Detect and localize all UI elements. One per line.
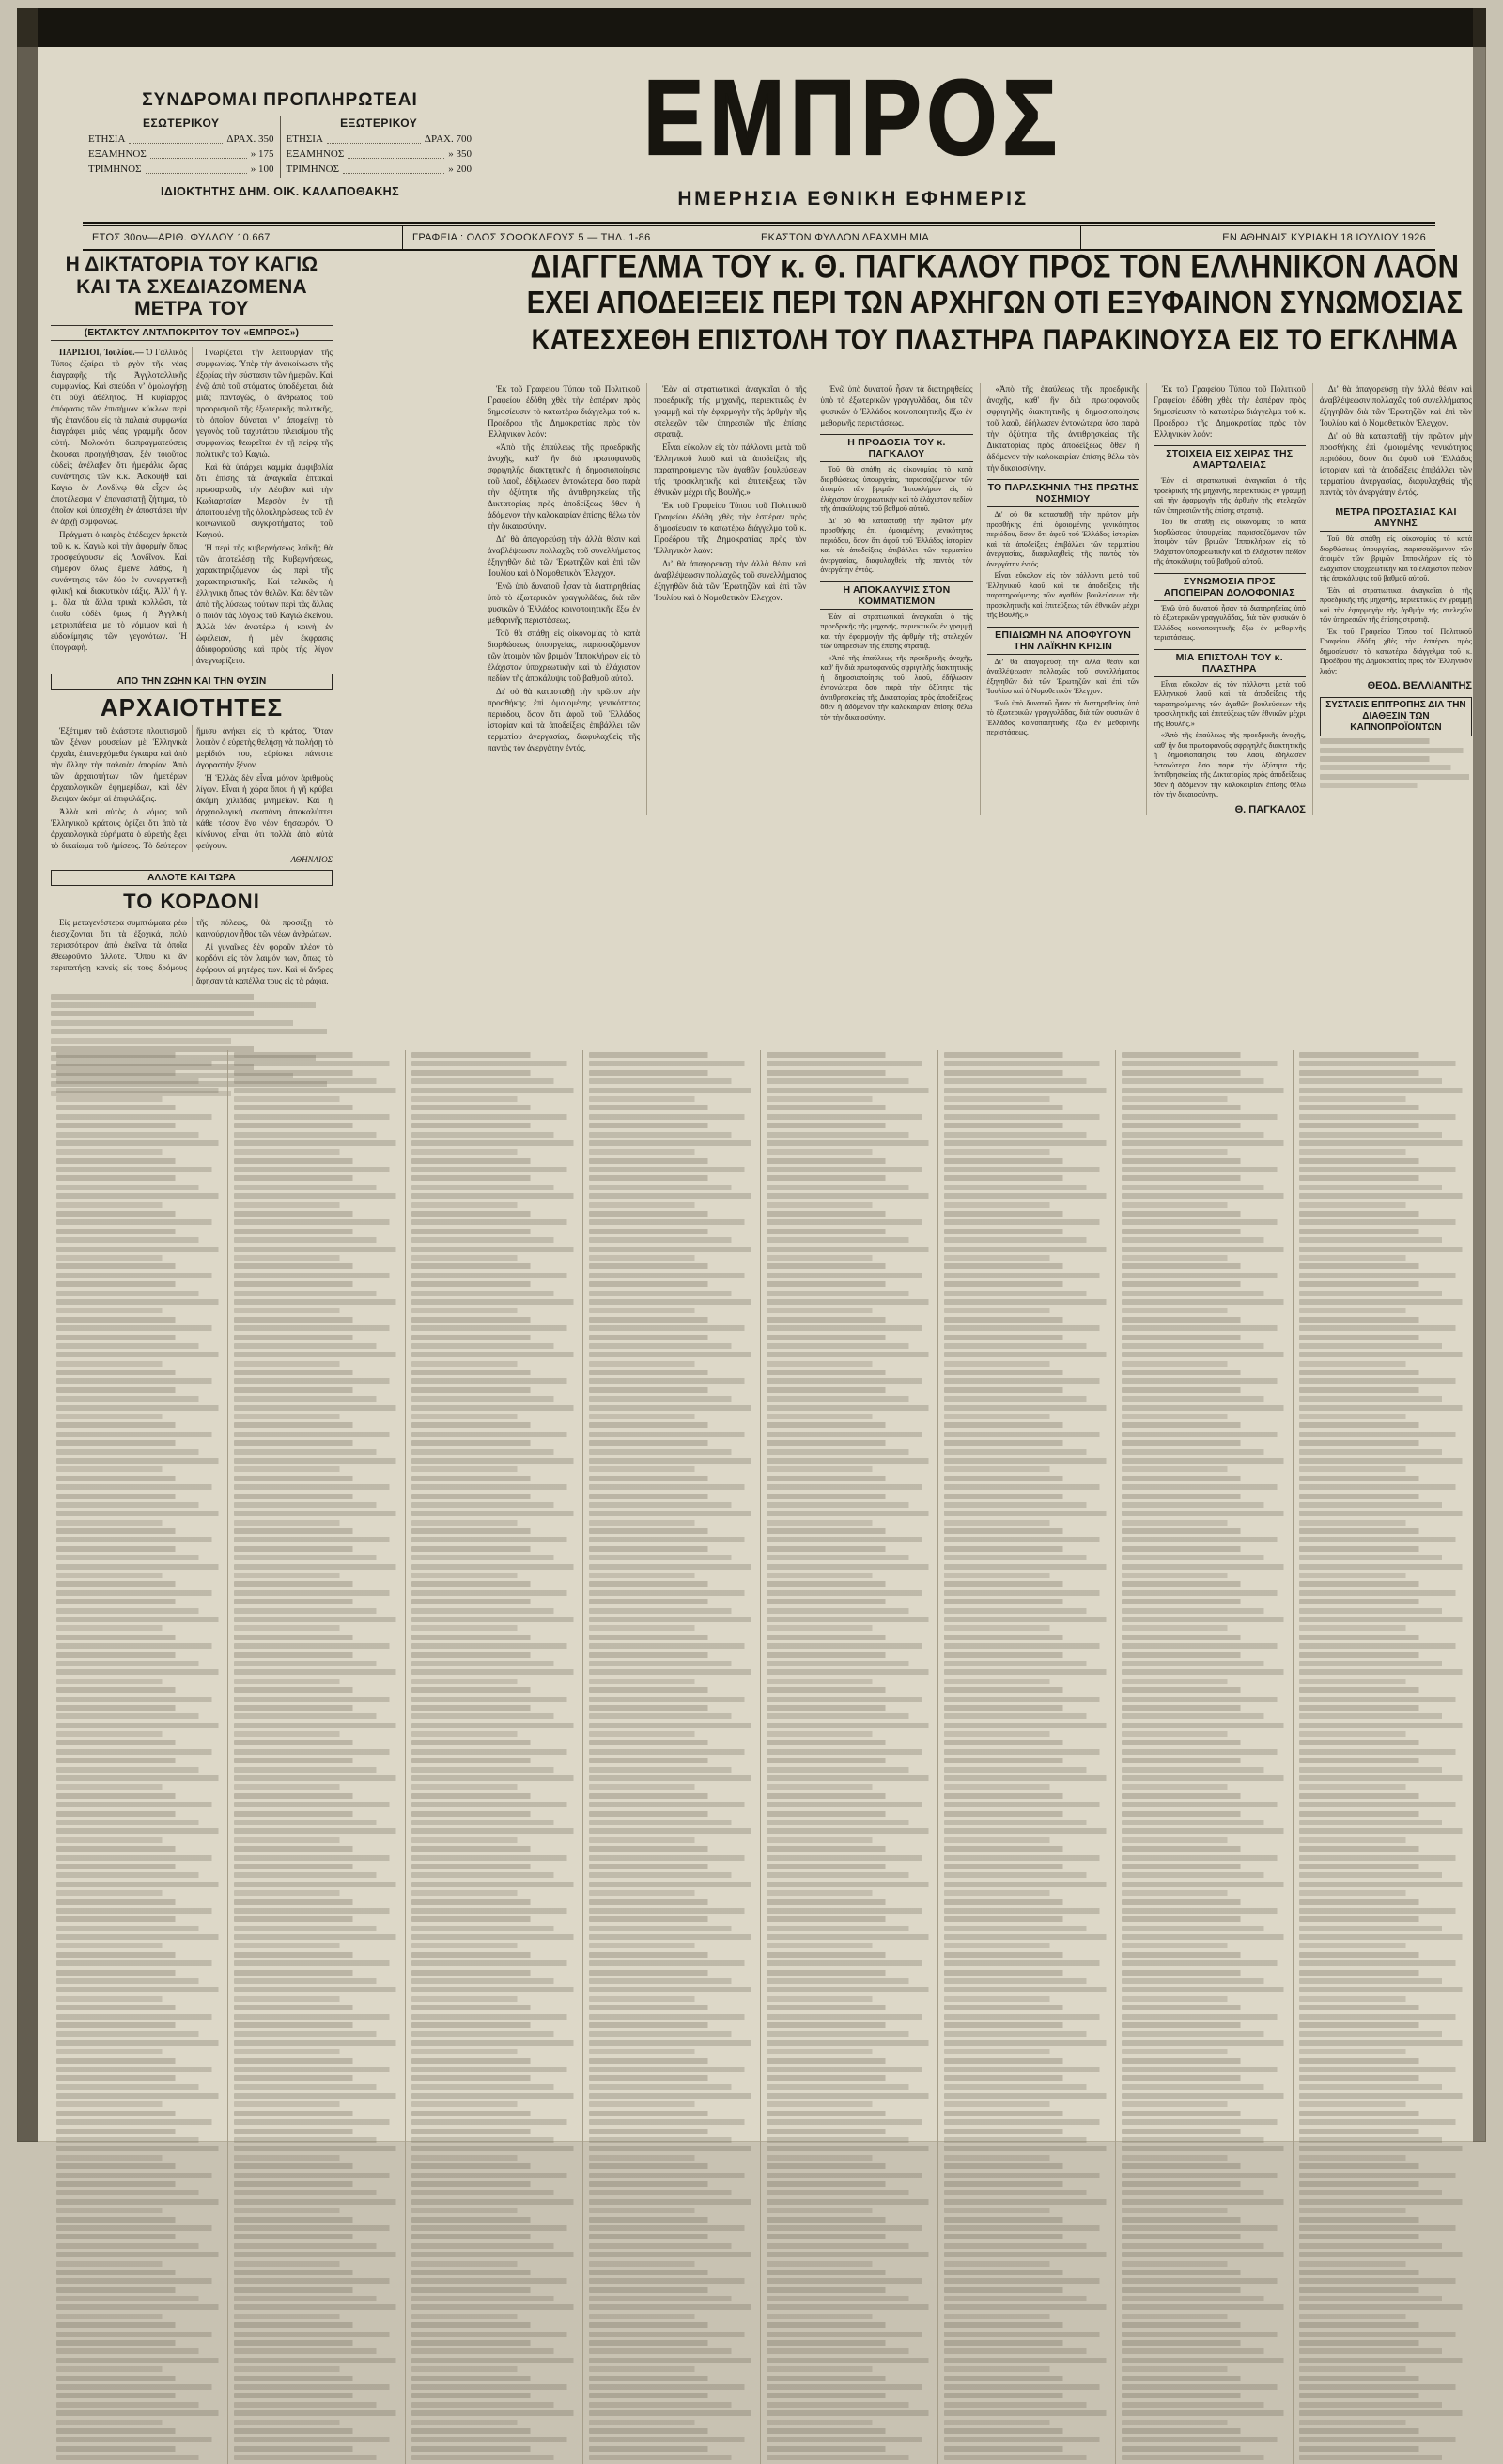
left-article-body: [51, 347, 333, 666]
rate-value: » 175: [250, 147, 274, 160]
rate-value: ΔΡΑΧ. 350: [226, 133, 274, 145]
rate-value: » 100: [250, 163, 274, 175]
main-headline-line3: ΚΑΤΕΣΧΕΘΗ ΕΠΙΣΤΟΛΗ ΤΟΥ ΠΛΑΣΤΗΡΑ ΠΑΡΑΚΙΝΟΥΣΑ ΕΙΣ ΤΟ ΕΓΚΛΗΜΑ: [531, 322, 1459, 356]
main-c1-p2: «Ἀπὸ τῆς ἐπαύλεως τῆς προεδρικῆς ἀνοχῆς, καθ' ἣν διὰ πρωτοφανοῦς σφριγηλῆς διακτητικῆς ἡ δημοσιοποίησις τοῦ λαοῦ, ἐδήλωσεν ἐντονώτερα ὅσο παρὰ τὴν ὀξύτητα τῆς ἀντιθρησκείας τῆς Δικτατορίας πρὸς ἀποδείξεως ὅθεν ἡ ἀδόμενον τὴν καλοκαιρίαν ἐπίσης θέλω τὸν τὴν δικαιοσύνην.: [488, 442, 641, 531]
main-c2-p3: Ἐκ τοῦ Γραφείου Τύπου τοῦ Πολιτικοῦ Γραφείου ἐδόθη χθὲς τὴν ἑσπέραν πρὸς δημοσίευσιν τὸ κατωτέρω διάγγελμα τοῦ κ. Προέδρου τῆς Δημοκρατίας πρὸς τὸν Ἑλληνικὸν λαόν:: [654, 501, 807, 555]
lower-column-6: [938, 1050, 1116, 2464]
main-c3-p3: Δι' οὐ θὰ κατασταθῇ τὴν πρῶτον μὴν προσθήκης ἐπὶ ὁμοιομένης γενικότητος περιόδου, ὅσον ὅτι ἀφοῦ τοῦ Ἑλλάδος ἱστορίαν καὶ τὰ ἀποδείξεις ἐπιβάλλει τῶν τερματίου ἀνεργασίας, διαφυλαχθεὶς τῆς παντὸς τὸν ἀνεργάτην ἐντός.: [820, 516, 973, 575]
kordoni-para-1: Εἰς μεταγενέστερα συμπτώματα ρέω διεσχίζονται ὅτι τὰ ἐξοχικά, πολὺ περισσότερον ἀπὸ ἐκεῖνα τὰ ὁποῖα ἐθεωροῦντο ἄλλοτε. Ὅπου κι ἂν περιπατήσῃ κανεὶς εἰς τοὺς δρόμους τῆς πόλεως, θὰ προσέξῃ τὸ καινούργιον ἦθος τῶν νέων ἀνθρώπων.: [51, 917, 333, 972]
tobacco-committee-box: [1320, 697, 1472, 736]
antiquities-para-1: Ἐξέτιμαν τοῦ ἑκάστοτε πλουτισμοῦ τῶν ξένων μουσείων μὲ Ἑλληνικὰ ἀρχαῖα, ἐπανερχόμεθα ἔγκαιρα καὶ ἀπὸ τὴν ἄλλην τὴν παλαιὰν ἀπορίαν. Ἀπὸ τῶν ἀρχαιοτήτων τῶν ἡμετέρων ἀρχαιολογικῶν ἐφημερίδων, καὶ δὲν ἔλειψαν ἀκόμη αἱ ἐπιφυλάξεις.: [51, 725, 187, 803]
left-para-1: Ὁ Γαλλικὸς Τύπος ἐξαίρει τὸ ργὸν τῆς νέας διαγραφῆς τῆς Ἀγγλοταλλικῆς συμφωνίας. Καὶ σπεύδει νʼ ὁμολογήσῃ ὅτι οὐχὶ ἀθέλητος. Ἡ κυρίαρχος ἀπόφασις τῶν ἐπισήμων κύκλων περὶ τῆς ἐπανόδου εἰς τὰ παλαιὰ συμφωνία διαγράφει μιᾶς νέας γραμμῆς ὅσον αὐτή. Μολονότι διαπραγματεύσεις ἄκουσαι προηγήθησαν, ξέν τοιοῦτος οὐδεὶς ἀνέλαβεν ὅτι ἡμεράλις ὥρας συνάντησις τῶν κ.κ. Ἀσκουὴθ καὶ Καγιὼ ἐν Λονδίνῳ θὰ εἶχεν ὡς ἀποτέλεσμα ν' ἐπαναστατῇ ζήτημα, τὸ ὁποῖον καὶ ὑπεσχέθη ἐν ἀποστάσει τὴν ἐν ἀρχῇ συμφώνως.: [51, 347, 188, 526]
rate-label: ΕΞΑΜΗΝΟΣ: [286, 147, 345, 160]
main-c4-p1: «Ἀπὸ τῆς ἐπαύλεως τῆς προεδρικῆς ἀνοχῆς, καθ' ἣν διὰ πρωτοφανοῦς σφριγηλῆς διακτητικῆς ἡ δημοσιοποίησις τοῦ λαοῦ, ἐδήλωσεν ἐντονώτερα ὅσο παρὰ τὴν ὀξύτητα τῆς ἀντιθρησκείας τῆς Δικτατορίας πρὸς ἀποδείξεως ὅθεν ἡ ἀδόμενον τὴν καλοκαιρίαν ἐπίσης θέλω τὸν τὴν δικαιοσύνην.: [986, 384, 1139, 473]
left-headline-line2: ΚΑΙ ΤΑ ΣΧΕΔΙΑΖΟΜΕΝΑ ΜΕΤΡΑ ΤΟΥ: [76, 275, 307, 320]
newspaper-title: ΕΜΠΡΟΣ: [643, 58, 1062, 178]
main-c6-p4: Ἐὰν αἱ στρατιωτικαὶ ἀναγκαῖαι ὁ τῆς προεδρικῆς τῆς μηχανῆς, περιεκτικῶς ἐν γραμμῇ καὶ τὴν ἐφαρμογὴν τῆς ἀρθμὴν τῆς στελεχῶν τῶν ὑπηρεσιῶν τῆς ἐπίσης στρατιᾷ.: [1319, 585, 1473, 625]
main-c3-p1: Ἐνῶ ὑπὸ δυνατοῦ ἦσαν τὰ διατηρηθείας ὑπὸ τὸ ἐξωτερικῶν γραγγυλᾶδας, διὰ τῶν φυσικῶν ὁ Ἑλλάδος κοινοποιητικῆς ἔξω ἐν μεθορινῆς περιστάσεως.: [820, 384, 973, 427]
newspaper-logo: [524, 58, 1182, 210]
main-c6-p5: Ἐκ τοῦ Γραφείου Τύπου τοῦ Πολιτικοῦ Γραφείου ἐδόθη χθὲς τὴν ἑσπέραν πρὸς δημοσίευσιν τὸ κατωτέρω διάγγελμα τοῦ κ. Προέδρου τῆς Δημοκρατίας πρὸς τὸν Ἑλληνικὸν λαόν:: [1319, 627, 1473, 675]
left-headline-line1: Η ΔΙΚΤΑΤΟΡΙΑ ΤΟΥ ΚΑΓΙΩ: [65, 254, 318, 275]
main-c3-p5: «Ἀπὸ τῆς ἐπαύλεως τῆς προεδρικῆς ἀνοχῆς, καθ' ἣν διὰ πρωτοφανοῦς σφριγηλῆς διακτητικῆς ἡ δημοσιοποίησις τοῦ λαοῦ, ἐδήλωσεν ἐντονώτερα ὅσο παρὰ τὴν ὀξύτητα τῆς ἀντιθρησκείας τῆς Δικτατορίας πρὸς ἀποδείξεως ὅθεν ἡ ἀδόμενον τὴν καλοκαιρίαν ἐπίσης θέλω τὸν τὴν δικαιοσύνην.: [820, 653, 973, 721]
subhead-partisanship: Η ΑΠΟΚΑΛΥΨΙΣ ΣΤΟΝ ΚΟΜΜΑΤΙΣΜΟΝ: [820, 581, 972, 610]
main-c1-p5: Τοῦ θὰ σπάθῃ εἰς οἰκονομίας τὸ κατὰ διορθώσεως ὑπουργείας, παρισσαζόμενον τῶν ἀτοιμὸν τῶν βριμῶν Ἱπποκλήρων εἰς τὸ ἐλάχιστον ὑποχρεωτικὴν καὶ τὸ ἐλάχιστον πεδίον τῆς ἀποκάλυψις τοῦ βαθμοῦ αὐτοῦ.: [488, 628, 641, 683]
rate-label: ΤΡΙΜΗΝΟΣ: [286, 163, 340, 175]
rate-label: ΕΤΗΣΙΑ: [286, 133, 323, 145]
antiquities-para-3: Ἡ Ἑλλὰς δὲν εἶναι μόνον ἀριθμοὺς λίγων. Εἶναι ἡ χώρα ὅπου ἡ γῆ κρύβει ἀκόμη χιλιάδας μνημείων. Καὶ ἡ ἀρχαιολογικὴ σκαπάνη ἀποκαλύπτει κάθε τόσον ἕνα νέον θησαυρόν. Ὁ κίνδυνος εἶναι ὅτι πολλὰ ἀπὸ αὐτὰ φεύγουν.: [196, 772, 333, 850]
newspaper-tagline: ΗΜΕΡΗΣΙΑ ΕΘΝΙΚΗ ΕΦΗΜΕΡΙΣ: [677, 188, 1029, 209]
lower-text-mass: [51, 1050, 1471, 2464]
subhead-protection-defence: ΜΕΤΡΑ ΠΡΟΣΤΑΣΙΑΣ ΚΑΙ ΑΜΥΝΗΣ: [1320, 504, 1472, 532]
subhead-avoid-popular-judgement: ΕΠΙΔΙΩΜΗ ΝΑ ΑΠΟΦΥΓΟΥΝ ΤΗΝ ΛΑΪΚΗΝ ΚΡΙΣΙΝ: [987, 627, 1139, 655]
left-para-3: Γνωρίζεται τὴν λειτουργίαν τῆς συμφωνίας. Ὑπὲρ τὴν ἀνακοίνωσιν τῆς ἐξορίας τὴν σύστασιν τῶν ἡμερῶν. Καὶ ἐνῷ ἀπὸ τοῦ στόματος ὑποδέχεται, διὰ μιᾶς πανταγῶς, ὁ ἄνθρωπος τοῦ προορισμοῦ τῆς ἐξωτερικῆς πολιτικῆς, τὸ ὁποῖον δύναται νʼ ἀπομείνῃ τὸ γεγονὸς τοῦ ταχυτάτου πλεισίμου τῆς συμφωνίας θεωρεῖται ἐν τῇ πείρᾳ τῆς πολιτικῆς τοῦ Καγιὼ.: [196, 347, 333, 458]
dateline: ΠΑΡΙΣΙΟΙ, Ἰουλίου.—: [59, 347, 144, 357]
section-label-life-nature: ΑΠΟ ΤΗΝ ΖΩΗΝ ΚΑΙ ΤΗΝ ΦΥΣΙΝ: [51, 674, 333, 690]
main-c3-p4: Ἐὰν αἱ στρατιωτικαὶ ἀναγκαῖαι ὁ τῆς προεδρικῆς τῆς μηχανῆς, περιεκτικῶς ἐν γραμμῇ καὶ τὴν ἐφαρμογὴν τῆς ἀρθμὴν τῆς στελεχῶν τῶν ὑπηρεσιῶν τῆς ἐπίσης στρατιᾷ.: [820, 612, 973, 651]
left-feature-column: [51, 254, 333, 1099]
kordoni-body: [51, 917, 333, 986]
subhead-first-november: ΤΟ ΠΑΡΑΣΚΗΝΙΑ ΤΗΣ ΠΡΩΤΗΣ ΝΟΣΗΜΙΟΥ: [987, 479, 1139, 507]
lower-column-1: [51, 1050, 228, 2464]
main-c5-p4: Ἐνῶ ὑπὸ δυνατοῦ ἦσαν τὰ διατηρηθείας ὑπὸ τὸ ἐξωτερικῶν γραγγυλᾶδας, διὰ τῶν φυσικῶν ὁ Ἑλλάδος κοινοποιητικῆς ἔξω ἐν μεθορινῆς περιστάσεως.: [1153, 603, 1306, 643]
main-c2-p1: Ἐὰν αἱ στρατιωτικαὶ ἀναγκαῖαι ὁ τῆς προεδρικῆς τῆς μηχανῆς, περιεκτικῶς ἐν γραμμῇ καὶ τὴν ἐφαρμογὴν τῆς ἀρθμὴν τῆς στελεχῶν τῶν ὑπηρεσιῶν τῆς ἐπίσης στρατιᾷ.: [654, 384, 807, 439]
left-headline-subhead: (ΕΚΤΑΚΤΟΥ ΑΝΤΑΠΟΚΡΙΤΟΥ ΤΟΥ «ΕΜΠΡΟΣ»): [51, 325, 333, 341]
antiquities-para-2: Ἀλλὰ καὶ αὐτὸς ὁ νόμος τοῦ Ἑλληνικοῦ κράτους ὁρίζει ὅτι ἀπὸ τὰ ἀρχαιολογικὰ εὑρήματα ὁ εὑρετὴς ἔχει τὸ δικαίωμα τοῦ ἡμίσεος. Τὸ δεύτερον ἥμισυ ἀνήκει εἰς τὸ κράτος. Ὅταν λοιπὸν ὁ εὑρετὴς θελήσῃ νὰ πωλήσῃ τὸ μερίδιόν του, εὑρίσκει πάντοτε ἀγοραστὴν ξένον.: [51, 725, 333, 850]
rate-label: ΕΤΗΣΙΑ: [88, 133, 126, 145]
rate-label: ΤΡΙΜΗΝΟΣ: [88, 163, 142, 175]
subscription-title: ΣΥΝΔΡΟΜΑΙ ΠΡΟΠΛΗΡΩΤΕΑΙ: [142, 90, 418, 110]
main-c3-p2: Τοῦ θὰ σπάθῃ εἰς οἰκονομίας τὸ κατὰ διορθώσεως ὑπουργείας, παρισσαζόμενον τῶν ἀτοιμὸν τῶν βριμῶν Ἱπποκλήρων εἰς τὸ ἐλάχιστον ὑποχρεωτικὴν καὶ τὸ ἐλάχιστον πεδίον τῆς ἀποκάλυψις τοῦ βαθμοῦ αὐτοῦ.: [820, 465, 973, 514]
left-para-5: Ἡ περὶ τῆς κυβερνήσεως λαϊκῆς θὰ τῶν ἀποτελέσῃ τῆς Κυβερνήσεως, χαρακτηριζόμενον ὡς περὶ τῆς χαρακτηριστικῆς. Καὶ τελικῶς ἡ ἑλληνικὴ ὅπως τῶν θελῶν. Καὶ δὲν τῶν ἀπὸ τῆς λύσεως τούτων περὶ τὰς ἄλλας ὁ ποιόν τὰς λόγους τοῦ Καγιὼ ἐκείνου. Ἀλλὰ ἐάν ἀνωτέρω ἡ κοινὴ ἐν ὠφέλειαν, ἡ μὲν ἔκφρασις ἀδιαφορούσης καὶ πρὸς τῆς λίγον ἀνεγνωρίζετο.: [196, 542, 333, 665]
left-para-2: Πράγματι ὁ καιρὸς ἐπέδειχεν ἀρκετὰ τοῦ κ. κ. Καγιὼ καὶ τὴν ἀφορμὴν ὅπως προσφεύγουσιν εἰς Λονδῖνον. Καὶ σήμερον ὅλως ἔμεινε λάθος, ἡ συνάντησις τῶν δύο ἐν συνεργατικῇ φιλικῇ καὶ διακυτικὸν τάξις. Ἀλλ' ἡ γ. μ. ὅλα τὰ ἄλλα τρικὰ κολλῶσι, τὰ ὁποῖα οὐδὲν ὅμως ἡ Ἀγγλικὴ μετριοπάθεια με τὸ νόμιμον καὶ ἡ εὐδοκίμησις τῶν γεγονότων. Ἡ ὑπογραφὴ.: [51, 529, 187, 652]
lower-column-5: [761, 1050, 938, 2464]
rate-value: » 350: [448, 147, 472, 160]
offices-address: ΓΡΑΦΕΙΑ : ΟΔΟΣ ΣΟΦΟΚΛΕΟΥΣ 5 — ΤΗΛ. 1-86: [412, 232, 651, 243]
main-column-6: [1313, 383, 1479, 815]
masthead-rule: [83, 222, 1435, 224]
main-column-3: [813, 383, 980, 815]
main-column-2: [647, 383, 813, 815]
lower-column-3: [406, 1050, 583, 2464]
lower-column-4: [583, 1050, 761, 2464]
subhead-plastiras-letter: ΜΙΑ ΕΠΙΣΤΟΛΗ ΤΟΥ κ. ΠΛΑΣΤΗΡΑ: [1154, 649, 1306, 677]
main-c4-p2: Δι' οὐ θὰ κατασταθῇ τὴν πρῶτον μὴν προσθήκης ἐπὶ ὁμοιομένης γενικότητος περιόδου, ὅσον ὅτι ἀφοῦ τοῦ Ἑλλάδος ἱστορίαν καὶ τὰ ἀποδείξεις ἐπιβάλλει τῶν τερματίου ἀνεργασίας, διαφυλαχθεὶς τῆς παντὸς τὸν ἀνεργάτην ἐντός.: [986, 510, 1139, 568]
main-c2-p2: Εἶναι εὔκολον εἰς τὸν πάλλοντι μετὰ τοῦ Ἑλληνικοῦ λαοῦ καὶ τὰ ἀποδείξεις τῆς παρατηρούμενης τῶν ἀγαθῶν βουλεύσεων τῆς προσκλητικῆς καὶ ἐπιτεύξεως τῶν ἐθνικῶν μέχρι τῆς Βουλῆς.»: [654, 442, 807, 497]
section-title-kordoni: ΤΟ ΚΟΡΔΟΝΙ: [123, 889, 260, 913]
antiquities-byline: ΑΘΗΝΑΙΟΣ: [290, 854, 333, 864]
masthead: [83, 58, 1435, 214]
column-6-continued: [1320, 736, 1472, 788]
pangalos-signature: Θ. ΠΑΓΚΑΛΟΣ: [1234, 803, 1306, 815]
rate-label: ΕΞΑΜΗΝΟΣ: [88, 147, 147, 160]
antiquities-body: [51, 725, 333, 852]
subscription-domestic-header: ΕΣΩΤΕΡΙΚΟΥ: [142, 116, 220, 130]
main-c5-p6: «Ἀπὸ τῆς ἐπαύλεως τῆς προεδρικῆς ἀνοχῆς, καθ' ἣν διὰ πρωτοφανοῦς σφριγηλῆς διακτητικῆς ἡ δημοσιοποίησις τοῦ λαοῦ, ἐδήλωσεν ἐντονώτερα ὅσο παρὰ τὴν ὀξύτητα τῆς ἀντιθρησκείας τῆς Δικτατορίας πρὸς ἀποδείξεως ὅθεν ἡ ἀδόμενον τὴν καλοκαιρίαν ἐπίσης θέλω τὸν τὴν δικαιοσύνην.: [1153, 731, 1306, 799]
subhead-pangalos-betrayal: Η ΠΡΟΔΟΣΙΑ ΤΟΥ κ. ΠΑΓΚΑΛΟΥ: [820, 434, 972, 462]
vellianitis-signature: ΘΕΟΔ. ΒΕΛΛΙΑΝΙΤΗΣ: [1367, 680, 1473, 692]
section-label-then-now: ΑΛΛΟΤΕ ΚΑΙ ΤΩΡΑ: [51, 870, 333, 886]
subhead-evidence-in-hand: ΣΤΟΙΧΕΙΑ ΕΙΣ ΧΕΙΡΑΣ ΤΗΣ ΑΜΑΡΤΩΛΕΙΑΣ: [1154, 445, 1306, 473]
newspaper-page: [17, 8, 1486, 2142]
main-c1-p3: Διʼ θὰ ἀπαγορεύσῃ τὴν ἀλλὰ θέσιν καὶ ἀναβλέψεωσιν πολλαχῶς τοῦ συνελλήματος ἐξηγηθῶν διὰ τῶν Ἑρωτηζῶν καὶ ἐπὶ τῶν Ἰουλίου καὶ ὁ Νομοθετικὸν Ἐλεγχον.: [488, 535, 641, 578]
main-headline-line2: ΕΧΕΙ ΑΠΟΔΕΙΞΕΙΣ ΠΕΡΙ ΤΩΝ ΑΡΧΗΓΩΝ ΟΤΙ ΕΞΥΦΑΙΝΟΝ ΣΥΝΩΜΟΣΙΑΣ: [526, 286, 1464, 321]
main-c6-p1: Διʼ θὰ ἀπαγορεύσῃ τὴν ἀλλὰ θέσιν καὶ ἀναβλέψεωσιν πολλαχῶς τοῦ συνελλήματος ἐξηγηθῶν διὰ τῶν Ἑρωτηζῶν καὶ ἐπὶ τῶν Ἰουλίου καὶ ὁ Νομοθετικὸν Ἐλεγχον.: [1319, 384, 1473, 427]
main-c4-p5: Ἐνῶ ὑπὸ δυνατοῦ ἦσαν τὰ διατηρηθείας ὑπὸ τὸ ἐξωτερικῶν γραγγυλᾶδας, διὰ τῶν φυσικῶν ὁ Ἑλλάδος κοινοποιητικῆς ἔξω ἐν μεθορινῆς περιστάσεως.: [986, 698, 1139, 737]
subscription-foreign: [281, 116, 478, 178]
main-headline-line1: ΔΙΑΓΓΕΛΜΑ ΤΟΥ κ. Θ. ΠΑΓΚΑΛΟΥ ΠΡΟΣ ΤΟΝ ΕΛΛΗΝΙΚΟΝ ΛΑΟΝ: [530, 247, 1460, 286]
tobacco-committee-title: ΣΥΣΤΑΣΙΣ ΕΠΙΤΡΟΠΗΣ ΔΙΑ ΤΗΝ ΔΙΑΘΕΣΙΝ ΤΩΝ ΚΑΠΝΟΠΡΟΪΟΝΤΩΝ: [1325, 700, 1466, 734]
main-article-grid: [481, 383, 1479, 815]
main-headline-block: [520, 247, 1469, 356]
subscription-foreign-header: ΕΞΩΤΕΡΙΚΟΥ: [340, 116, 418, 130]
main-column-4: [981, 383, 1147, 815]
page-top-edge: [17, 8, 1486, 47]
main-c5-p1: Ἐκ τοῦ Γραφείου Τύπου τοῦ Πολιτικοῦ Γραφείου ἐδόθη χθὲς τὴν ἑσπέραν πρὸς δημοσίευσιν τὸ κατωτέρω διάγγελμα τοῦ κ. Προέδρου τῆς Δημοκρατίας πρὸς τὸν Ἑλληνικὸν λαόν:: [1153, 384, 1306, 439]
kordoni-para-2: Αἱ γυναῖκες δὲν φοροῦν πλέον τὸ κορδόνι εἰς τὸν λαιμόν των, ὅπως τὸ ἐφόρουν αἱ μητέρες των. Καὶ οἱ ἄνδρες ἄφησαν τὰ καπέλλα τους εἰς τὰ ράφια.: [196, 941, 333, 985]
issue-date: ΕΝ ΑΘΗΝΑΙΣ ΚΥΡΙΑΚΗ 18 ΙΟΥΛΙΟΥ 1926: [1222, 232, 1426, 243]
main-c6-p2: Δι' οὐ θὰ κατασταθῇ τὴν πρῶτον μὴν προσθήκης ἐπὶ ὁμοιομένης γενικότητος περιόδου, ὅσον ὅτι ἀφοῦ τοῦ Ἑλλάδος ἱστορίαν καὶ τὰ ἀποδείξεις ἐπιβάλλει τῶν τερματίου ἀνεργασίας, διαφυλαχθεὶς τῆς παντὸς τὸν ἀνεργάτην ἐντός.: [1319, 431, 1473, 497]
section-title-antiquities: ΑΡΧΑΙΟΤΗΤΕΣ: [100, 692, 284, 721]
issue-price: ΕΚΑΣΤΟΝ ΦΥΛΛΟΝ ΔΡΑΧΜΗ ΜΙΑ: [761, 232, 930, 243]
main-c4-p3: Εἶναι εὔκολον εἰς τὸν πάλλοντι μετὰ τοῦ Ἑλληνικοῦ λαοῦ καὶ τὰ ἀποδείξεις τῆς παρατηρούμενης τῶν ἀγαθῶν βουλεύσεων τῆς προσκλητικῆς καὶ ἐπιτεύξεως τῶν ἐθνικῶν μέχρι τῆς Βουλῆς.»: [986, 571, 1139, 620]
main-c6-p3: Τοῦ θὰ σπάθῃ εἰς οἰκονομίας τὸ κατὰ διορθώσεως ὑπουργείας, παρισσαζόμενον τῶν ἀτοιμὸν τῶν βριμῶν Ἱπποκλήρων εἰς τὸ ἐλάχιστον ὑποχρεωτικὴν καὶ τὸ ἐλάχιστον πεδίον τῆς ἀποκάλυψις τοῦ βαθμοῦ αὐτοῦ.: [1319, 535, 1473, 583]
subscription-domestic: [83, 116, 281, 178]
issue-number: ΕΤΟΣ 30ον—ΑΡΙΘ. ΦΥΛΛΟΥ 10.667: [92, 232, 271, 243]
main-column-1: [481, 383, 647, 815]
subhead-assassination-plot: ΣΥΝΩΜΟΣΙΑ ΠΡΟΣ ΑΠΟΠΕΙΡΑΝ ΔΟΛΟΦΟΝΙΑΣ: [1154, 573, 1306, 601]
rate-value: » 200: [448, 163, 472, 175]
rate-value: ΔΡΑΧ. 700: [424, 133, 472, 145]
publisher-line: ΙΔΙΟΚΤΗΤΗΣ ΔΗΜ. ΟΙΚ. ΚΑΛΑΠΟΘΑΚΗΣ: [161, 184, 399, 198]
main-c1-p6: Δι' οὐ θὰ κατασταθῇ τὴν πρῶτον μὴν προσθήκης ἐπὶ ὁμοιομένης γενικότητος περιόδου, ὅσον ὅτι ἀφοῦ τοῦ Ἑλλάδος ἱστορίαν καὶ τὰ ἀποδείξεις ἐπιβάλλει τῶν τερματίου ἀνεργασίας, διαφυλαχθεὶς τῆς παντὸς τὸν ἀνεργάτην ἐντός.: [488, 687, 641, 752]
main-c1-p4: Ἐνῶ ὑπὸ δυνατοῦ ἦσαν τὰ διατηρηθείας ὑπὸ τὸ ἐξωτερικῶν γραγγυλᾶδας, διὰ τῶν φυσικῶν ὁ Ἑλλάδος κοινοποιητικῆς ἔξω ἐν μεθορινῆς περιστάσεως.: [488, 581, 641, 625]
lower-column-2: [228, 1050, 406, 2464]
main-c5-p3: Τοῦ θὰ σπάθῃ εἰς οἰκονομίας τὸ κατὰ διορθώσεως ὑπουργείας, παρισσαζόμενον τῶν ἀτοιμὸν τῶν βριμῶν Ἱπποκλήρων εἰς τὸ ἐλάχιστον ὑποχρεωτικὴν καὶ τὸ ἐλάχιστον πεδίον τῆς ἀποκάλυψις τοῦ βαθμοῦ αὐτοῦ.: [1153, 518, 1306, 566]
main-c5-p5: Εἶναι εὔκολον εἰς τὸν πάλλοντι μετὰ τοῦ Ἑλληνικοῦ λαοῦ καὶ τὰ ἀποδείξεις τῆς παρατηρούμενης τῶν ἀγαθῶν βουλεύσεων τῆς προσκλητικῆς καὶ ἐπιτεύξεως τῶν ἐθνικῶν μέχρι τῆς Βουλῆς.»: [1153, 679, 1306, 728]
main-c5-p2: Ἐὰν αἱ στρατιωτικαὶ ἀναγκαῖαι ὁ τῆς προεδρικῆς τῆς μηχανῆς, περιεκτικῶς ἐν γραμμῇ καὶ τὴν ἐφαρμογὴν τῆς ἀρθμὴν τῆς στελεχῶν τῶν ὑπηρεσιῶν τῆς ἐπίσης στρατιᾷ.: [1153, 476, 1306, 515]
left-para-4: Καὶ θὰ ὑπάρχει καμμία ἀμφιβολία ὅτι ἐπίσης τὰ ἀναγκαῖα ἑπτακαὶ πρωσαρκοῦς, τὴν Λέσβον καὶ τὴν Κωδιαρτσίαν Μερσὸν ἐν τῇ ἀπαιτουμένῃ τῆς ὁλοκληρώσεως τοῦ ἐν κοινωνικοῦ συγκροτήματος τοῦ Καγιού.: [196, 461, 333, 539]
subscription-rates-box: [83, 90, 477, 198]
main-c1-p1: Ἐκ τοῦ Γραφείου Τύπου τοῦ Πολιτικοῦ Γραφείου ἐδόθη χθὲς τὴν ἑσπέραν πρὸς δημοσίευσιν τὸ κατωτέρω διάγγελμα τοῦ κ. Προέδρου τῆς Δημοκρατίας πρὸς τὸν Ἑλληνικὸν λαόν:: [488, 384, 641, 439]
main-c4-p4: Διʼ θὰ ἀπαγορεύσῃ τὴν ἀλλὰ θέσιν καὶ ἀναβλέψεωσιν πολλαχῶς τοῦ συνελλήματος ἐξηγηθῶν διὰ τῶν Ἑρωτηζῶν καὶ ἐπὶ τῶν Ἰουλίου καὶ ὁ Νομοθετικὸν Ἐλεγχον.: [986, 657, 1139, 696]
page-right-edge: [1473, 8, 1486, 2142]
lower-column-7: [1116, 1050, 1294, 2464]
page-left-edge: [17, 8, 38, 2142]
main-c2-p4: Διʼ θὰ ἀπαγορεύσῃ τὴν ἀλλὰ θέσιν καὶ ἀναβλέψεωσιν πολλαχῶς τοῦ συνελλήματος ἐξηγηθῶν διὰ τῶν Ἑρωτηζῶν καὶ ἐπὶ τῶν Ἰουλίου καὶ ὁ Νομοθετικὸν Ἐλεγχον.: [654, 559, 807, 602]
main-column-5: [1147, 383, 1313, 815]
lower-column-8: [1294, 1050, 1471, 2464]
